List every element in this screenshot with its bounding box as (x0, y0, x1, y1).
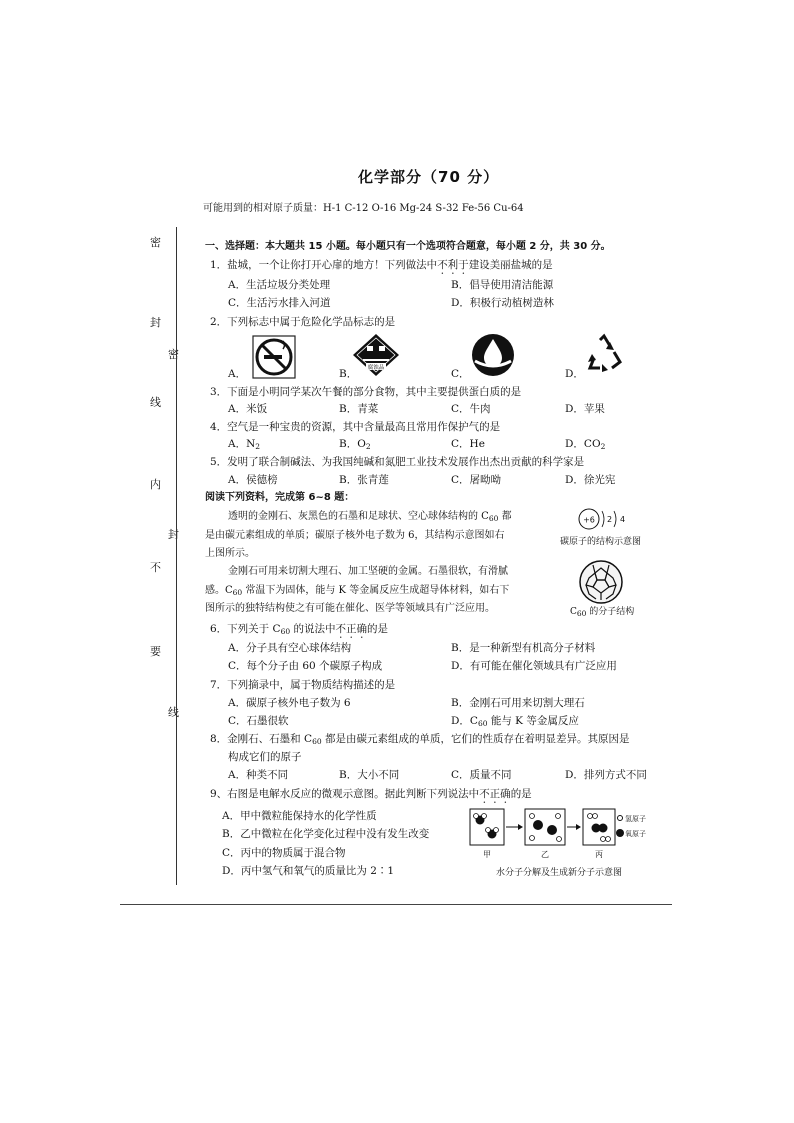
q8-option-d: D．排列方式不同 (565, 769, 647, 781)
water-electrolysis-diagram (466, 806, 646, 862)
question-2-stem: 2．下列标志中属于危险化学品标志的是 (210, 316, 396, 328)
seal-mark: 密 (150, 236, 161, 249)
q8-option-c: C．质量不同 (451, 769, 512, 781)
page-bottom-rule (120, 904, 672, 905)
question-9-stem: 9、右图是电解水反应的微观示意图。据此判断下列说法中不正确的是 (210, 788, 532, 800)
page-title: 化学部分（70 分） (358, 168, 500, 186)
box-label-yi: 乙 (541, 850, 549, 859)
water-saving-sign-icon (471, 333, 515, 377)
q5-option-d: D．徐光宪 (565, 474, 616, 486)
atom-diagram-caption: 碳原子的结构示意图 (560, 537, 642, 547)
q3-option-c: C．牛肉 (451, 403, 491, 415)
q2-option-a: A． (228, 368, 247, 380)
section-header: 一、选择题：本大题共 15 小题。每小题只有一个选项符合题意，每小题 2 分，共 30 分。 (205, 241, 611, 252)
box-label-bing: 丙 (595, 850, 603, 859)
atom-nucleus-label: +6 (583, 515, 595, 525)
electrolysis-diagram-caption: 水分子分解及生成新分子示意图 (496, 868, 623, 878)
q2-option-d: D． (565, 368, 584, 380)
q6-option-d: D．有可能在催化领域具有广泛应用 (451, 660, 617, 672)
reading-intro: 阅读下列资料，完成第 6~8 题： (205, 492, 355, 503)
seal-mark: 不 (150, 561, 161, 574)
q4-option-b: B．$O_2$ (339, 438, 371, 451)
q9-option-d: D．丙中氢气和氧气的质量比为 2∶1 (222, 865, 395, 877)
reading-paragraph-2-line-2: 感。$C_{60}$ 常温下为固体，能与 K 等金属反应生成超导体材料，如右下 (205, 585, 510, 597)
legend-hydrogen: 氢原子 (625, 815, 646, 823)
question-6-stem: 6．下列关于 $C_{60}$ 的说法中不正确的是 (210, 623, 388, 636)
question-4-stem: 4．空气是一种宝贵的资源，其中含量最高且常用作保护气的是 (210, 421, 501, 433)
no-smoking-sign-icon (252, 335, 296, 379)
q7-option-a: A．碳原子核外电子数为 6 (228, 697, 351, 709)
q7-option-b: B．金刚石可用来切割大理石 (451, 697, 585, 709)
q8-option-b: B．大小不同 (339, 769, 400, 781)
q6-option-c: C．每个分子由 60 个碳原子构成 (228, 660, 383, 672)
recycling-sign-icon (582, 332, 626, 376)
reading-paragraph-1-line-1: 透明的金刚石、灰黑色的石墨和足球状、空心球体结构的 $C_{60}$ 都 (228, 511, 512, 523)
q9-option-b: B．乙中微粒在化学变化过程中没有发生改变 (222, 828, 430, 840)
seal-mark: 要 (150, 645, 161, 658)
q1-option-b: B．倡导使用清洁能源 (451, 279, 554, 291)
question-7-stem: 7．下列摘录中，属于物质结构描述的是 (210, 679, 396, 691)
q5-option-b: B．张青莲 (339, 474, 389, 486)
reading-paragraph-1-line-3: 上图所示。 (205, 548, 255, 559)
reading-paragraph-1-line-2: 是由碳元素组成的单质；碳原子核外电子数为 6，其结构示意图如右 (205, 530, 505, 541)
q4-option-a: A．$N_2$ (228, 438, 261, 451)
q5-option-a: A．侯德榜 (228, 474, 278, 486)
c60-molecule-icon (576, 558, 626, 606)
seal-mark: 密 (168, 348, 179, 361)
binding-line (176, 227, 177, 885)
atom-shell-1-label: 2 (607, 515, 613, 524)
q6-option-b: B．是一种新型有机高分子材料 (451, 642, 596, 654)
q3-option-b: B．青菜 (339, 403, 379, 415)
q7-option-d: D．$C_{60}$ 能与 K 等金属反应 (451, 715, 579, 728)
corrosive-sign-label: 腐蚀品 (367, 365, 385, 371)
q3-option-d: D．苹果 (565, 403, 605, 415)
q7-option-c: C．石墨很软 (228, 715, 289, 727)
seal-mark: 封 (150, 316, 161, 329)
atomic-masses-line: 可能用到的相对原子质量：H-1 C-12 O-16 Mg-24 S-32 Fe-56 Cu-64 (203, 203, 524, 214)
q3-option-a: A．米饭 (228, 403, 268, 415)
seal-mark: 线 (150, 396, 161, 409)
question-1-stem: 1．盐城，一个让你打开心扉的地方！下列做法中不利于建设美丽盐城的是 (210, 259, 553, 271)
question-8-stem-line-2: 构成它们的原子 (228, 751, 302, 763)
q9-option-a: A．甲中微粒能保持水的化学性质 (222, 810, 377, 822)
reading-paragraph-2-line-1: 金刚石可用来切割大理石、加工坚硬的金属。石墨很软，有滑腻 (228, 566, 508, 577)
q2-option-b: B． (339, 368, 358, 380)
seal-mark: 内 (150, 478, 161, 491)
q6-option-a: A．分子具有空心球体结构 (228, 642, 352, 654)
atom-shell-2-label: 4 (620, 515, 626, 524)
question-3-stem: 3．下面是小明同学某次午餐的部分食物，其中主要提供蛋白质的是 (210, 386, 522, 398)
question-5-stem: 5．发明了联合制碱法、为我国纯碱和氮肥工业技术发展作出杰出贡献的科学家是 (210, 456, 585, 468)
q1-option-a: A．生活垃圾分类处理 (228, 279, 331, 291)
reading-paragraph-2-line-3: 图所示的独特结构使之有可能在催化、医学等领域具有广泛应用。 (205, 603, 495, 614)
q1-option-d: D．积极行动植树造林 (451, 297, 554, 309)
seal-mark: 封 (168, 528, 179, 541)
question-8-stem: 8．金刚石、石墨和 $C_{60}$ 都是由碳元素组成的单质，它们的性质存在着明显差异。其原因是 (210, 733, 630, 746)
seal-mark: 线 (168, 706, 179, 719)
c60-structure-caption: $C_{60}$ 的分子结构 (570, 607, 635, 618)
q9-option-c: C．丙中的物质属于混合物 (222, 847, 346, 859)
q1-option-c: C．生活污水排入河道 (228, 297, 331, 309)
legend-oxygen: 氧原子 (625, 830, 646, 838)
box-label-jia: 甲 (483, 850, 491, 859)
q4-option-d: D．$CO_2$ (565, 438, 606, 451)
corrosive-sign-icon (351, 333, 401, 377)
q8-option-a: A．种类不同 (228, 769, 289, 781)
q4-option-c: C．He (451, 438, 485, 450)
carbon-atom-diagram (574, 507, 634, 535)
q2-option-c: C． (451, 368, 470, 380)
q5-option-c: C．屠呦呦 (451, 474, 502, 486)
